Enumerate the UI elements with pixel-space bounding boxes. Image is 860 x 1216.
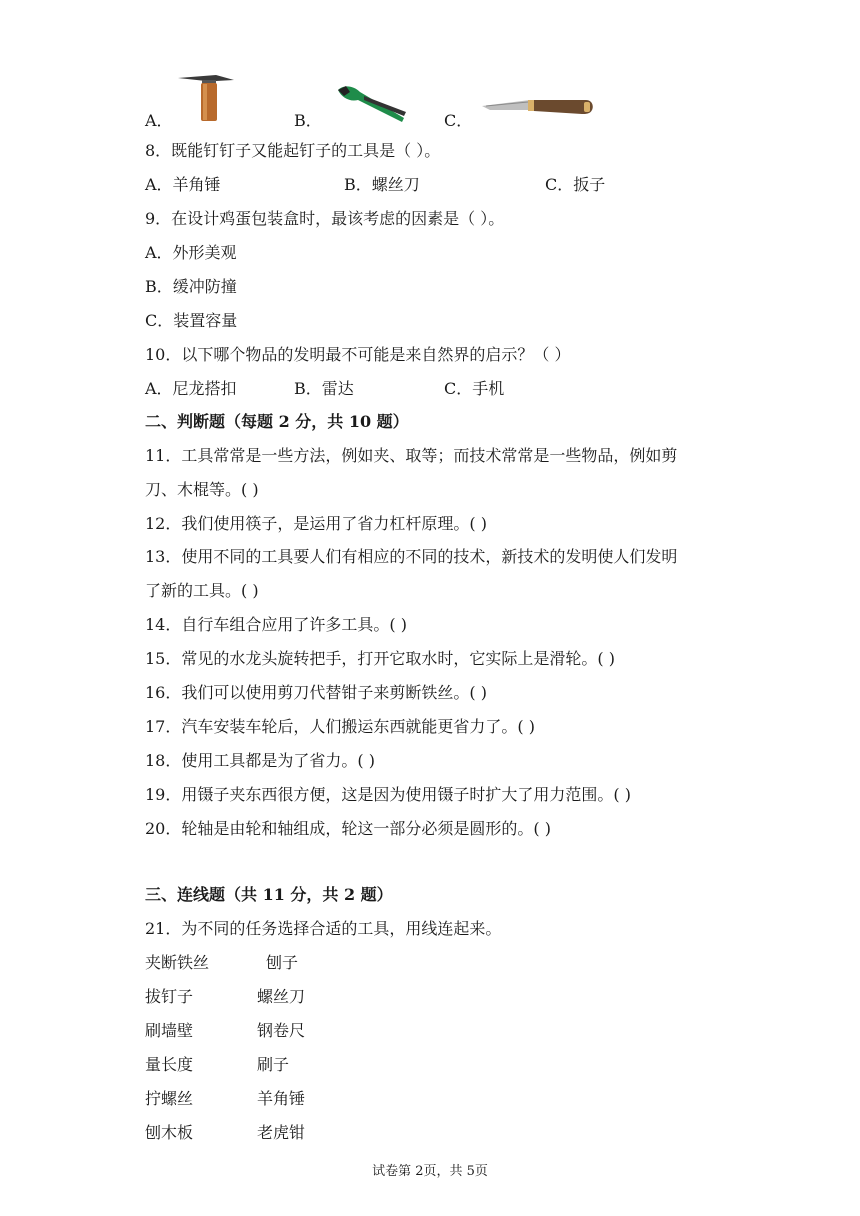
- judgment-line: 刀、木棍等。( ): [145, 480, 259, 499]
- task-item: 拧螺丝: [145, 1089, 194, 1108]
- tool-item: 刷子: [257, 1055, 290, 1074]
- knife-icon: [482, 96, 594, 122]
- q10-option-b: B．雷达: [294, 379, 354, 398]
- judgment-line: 18．使用工具都是为了省力。( ): [145, 751, 375, 770]
- q8-option-c: C．扳子: [545, 175, 606, 194]
- judgment-line: 了新的工具。( ): [145, 581, 259, 600]
- q9-option-b: B．缓冲防撞: [145, 277, 237, 296]
- judgment-line: 13．使用不同的工具要人们有相应的不同的技术，新技术的发明使人们发明: [145, 547, 678, 566]
- judgment-line: 16．我们可以使用剪刀代替钳子来剪断铁丝。( ): [145, 683, 487, 702]
- q7-option-b-label: B．: [294, 111, 322, 130]
- q9-option-c: C．装置容量: [145, 311, 238, 330]
- judgment-line: 17．汽车安装车轮后，人们搬运东西就能更省力了。( ): [145, 717, 535, 736]
- hammer-icon: [176, 72, 236, 128]
- task-item: 刨木板: [145, 1123, 194, 1142]
- task-item: 量长度: [145, 1055, 194, 1074]
- judgment-line: 20．轮轴是由轮和轴组成，轮这一部分必须是圆形的。( ): [145, 819, 551, 838]
- q10-option-c: C．手机: [444, 379, 505, 398]
- tool-item: 螺丝刀: [257, 987, 306, 1006]
- tool-item: 老虎钳: [257, 1123, 306, 1142]
- judgment-line: 14．自行车组合应用了许多工具。( ): [145, 615, 407, 634]
- tool-item: 羊角锤: [257, 1089, 306, 1108]
- q9-stem: 9．在设计鸡蛋包装盒时，最该考虑的因素是（ ）。: [145, 209, 505, 228]
- q8-stem: 8．既能钉钉子又能起钉子的工具是（ ）。: [145, 141, 441, 160]
- tool-item: 刨子: [266, 953, 299, 972]
- q21-stem: 21．为不同的任务选择合适的工具，用线连起来。: [145, 919, 502, 938]
- judgment-line: 19．用镊子夹东西很方便，这是因为使用镊子时扩大了用力范围。( ): [145, 785, 631, 804]
- q9-option-a: A．外形美观: [145, 243, 237, 262]
- q10-stem: 10．以下哪个物品的发明最不可能是来自然界的启示？（ ）: [145, 345, 571, 364]
- wrench-icon: [334, 82, 410, 130]
- q7-option-a-label: A．: [145, 111, 173, 130]
- judgment-line: 11．工具常常是一些方法，例如夹、取等；而技术常常是一些物品，例如剪: [145, 446, 678, 465]
- task-item: 夹断铁丝: [145, 953, 210, 972]
- task-item: 拔钉子: [145, 987, 194, 1006]
- q7-option-c-label: C．: [444, 111, 473, 130]
- q8-option-b: B．螺丝刀: [344, 175, 420, 194]
- q10-option-a: A．尼龙搭扣: [145, 379, 237, 398]
- page-footer: 试卷第 2页，共 5页: [372, 1164, 488, 1179]
- tool-item: 钢卷尺: [257, 1021, 306, 1040]
- section-2-title: 二、判断题（每题 2 分，共 10 题）: [145, 412, 409, 431]
- q8-option-a: A．羊角锤: [145, 175, 221, 194]
- task-item: 刷墙壁: [145, 1021, 194, 1040]
- section-3-title: 三、连线题（共 11 分，共 2 题）: [145, 885, 393, 904]
- judgment-line: 15．常见的水龙头旋转把手，打开它取水时，它实际上是滑轮。( ): [145, 649, 615, 668]
- judgment-line: 12．我们使用筷子，是运用了省力杠杆原理。( ): [145, 514, 487, 533]
